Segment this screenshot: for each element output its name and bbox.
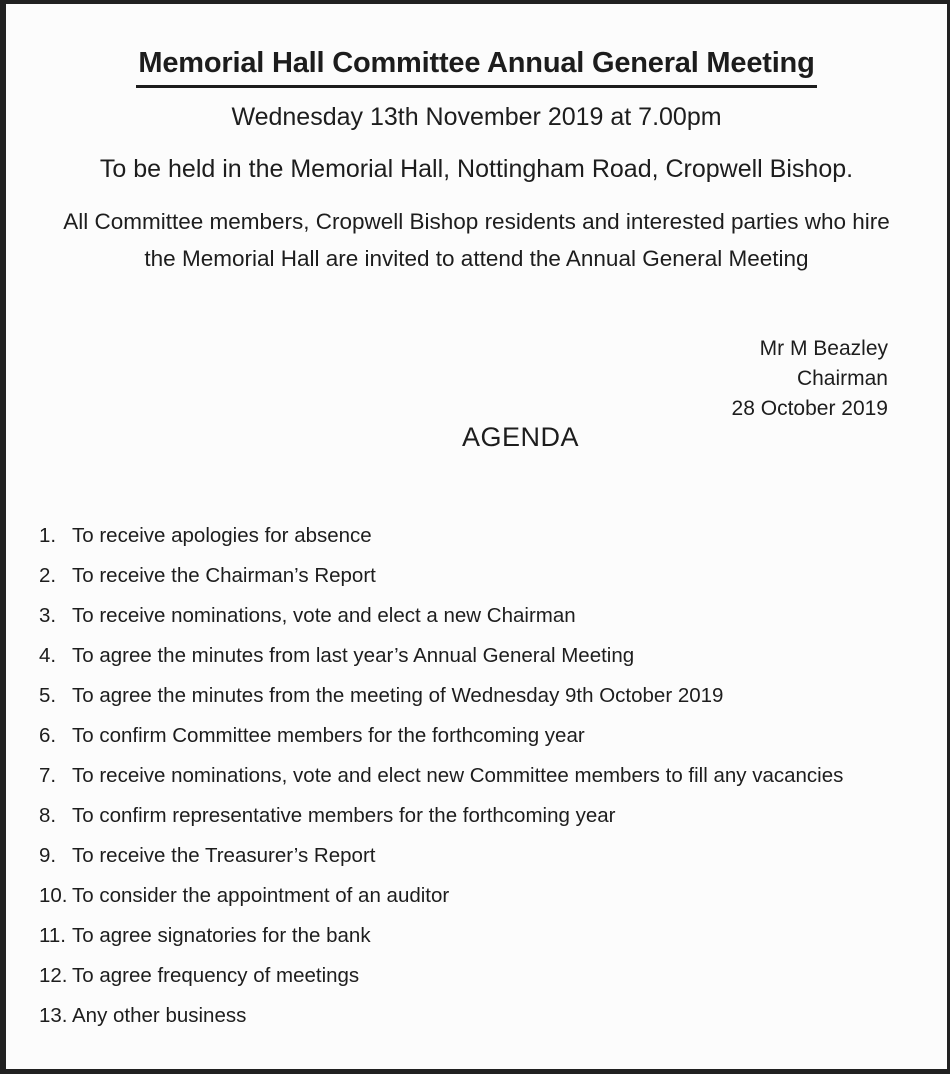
agenda-item-text: To agree the minutes from last year’s Annual General Meeting — [72, 644, 635, 667]
agenda-item-text: To receive nominations, vote and elect new Committee members to fill any vacancies — [72, 764, 844, 787]
agenda-item-number: 6. — [39, 724, 57, 747]
agenda-item-2 — [39, 563, 932, 589]
agenda-item-4 — [39, 643, 932, 669]
agenda-heading: AGENDA — [462, 422, 580, 452]
meeting-location: To be held in the Memorial Hall, Nottingham Road, Cropwell Bishop. — [99, 155, 854, 183]
agenda-item-number: 11. — [39, 924, 66, 947]
agenda-item-9 — [39, 843, 932, 869]
agenda-item-text: To consider the appointment of an auditor — [72, 884, 450, 907]
agenda-item-text: To agree the minutes from the meeting of Wednesday 9th October 2019 — [72, 684, 724, 707]
document-title — [6, 44, 947, 88]
invitation-paragraph — [6, 203, 947, 277]
agenda-item-11 — [39, 923, 932, 949]
agenda-item-7 — [39, 763, 932, 789]
agenda-item-text: To confirm representative members for the forthcoming year — [72, 804, 616, 827]
signature-name: Mr M Beazley — [759, 337, 888, 360]
agenda-item-number: 13. — [39, 1004, 68, 1027]
agenda-item-text: To receive the Chairman’s Report — [72, 564, 376, 587]
agenda-item-text: To receive apologies for absence — [72, 524, 372, 547]
agenda-item-text: To agree signatories for the bank — [72, 924, 371, 947]
meeting-datetime: Wednesday 13th November 2019 at 7.00pm — [231, 103, 722, 131]
agenda-item-number: 1. — [39, 524, 57, 547]
agenda-item-3 — [39, 603, 932, 629]
agenda-item-1 — [39, 523, 932, 549]
agenda-list — [39, 523, 932, 1043]
agenda-item-text: To agree frequency of meetings — [72, 964, 360, 987]
agenda-item-number: 8. — [39, 804, 57, 827]
agenda-item-13 — [39, 1003, 932, 1029]
agenda-item-text: To receive the Treasurer’s Report — [72, 844, 376, 867]
signature-role: Chairman — [796, 367, 888, 390]
invitation-line-2: the Memorial Hall are invited to attend the Annual General Meeting — [144, 246, 809, 271]
agenda-item-text: To receive nominations, vote and elect a new Chairman — [72, 604, 576, 627]
agenda-item-number: 10. — [39, 884, 68, 907]
signature-date: 28 October 2019 — [731, 397, 888, 420]
invitation-line-1: All Committee members, Cropwell Bishop residents and interested parties who hire — [63, 209, 890, 234]
signature-block — [732, 334, 888, 424]
agenda-item-number: 4. — [39, 644, 57, 667]
agenda-item-text: Any other business — [72, 1004, 247, 1027]
agenda-item-5 — [39, 683, 932, 709]
document-title-text: Memorial Hall Committee Annual General Meeting — [136, 44, 816, 88]
agenda-item-number: 12. — [39, 964, 68, 987]
agenda-item-number: 3. — [39, 604, 57, 627]
agenda-item-6 — [39, 723, 932, 749]
agenda-item-number: 5. — [39, 684, 57, 707]
agenda-item-text: To confirm Committee members for the forthcoming year — [72, 724, 585, 747]
agenda-item-8 — [39, 803, 932, 829]
agenda-item-number: 7. — [39, 764, 57, 787]
agenda-item-10 — [39, 883, 932, 909]
agenda-item-number: 9. — [39, 844, 57, 867]
agenda-item-12 — [39, 963, 932, 989]
agenda-item-number: 2. — [39, 564, 57, 587]
